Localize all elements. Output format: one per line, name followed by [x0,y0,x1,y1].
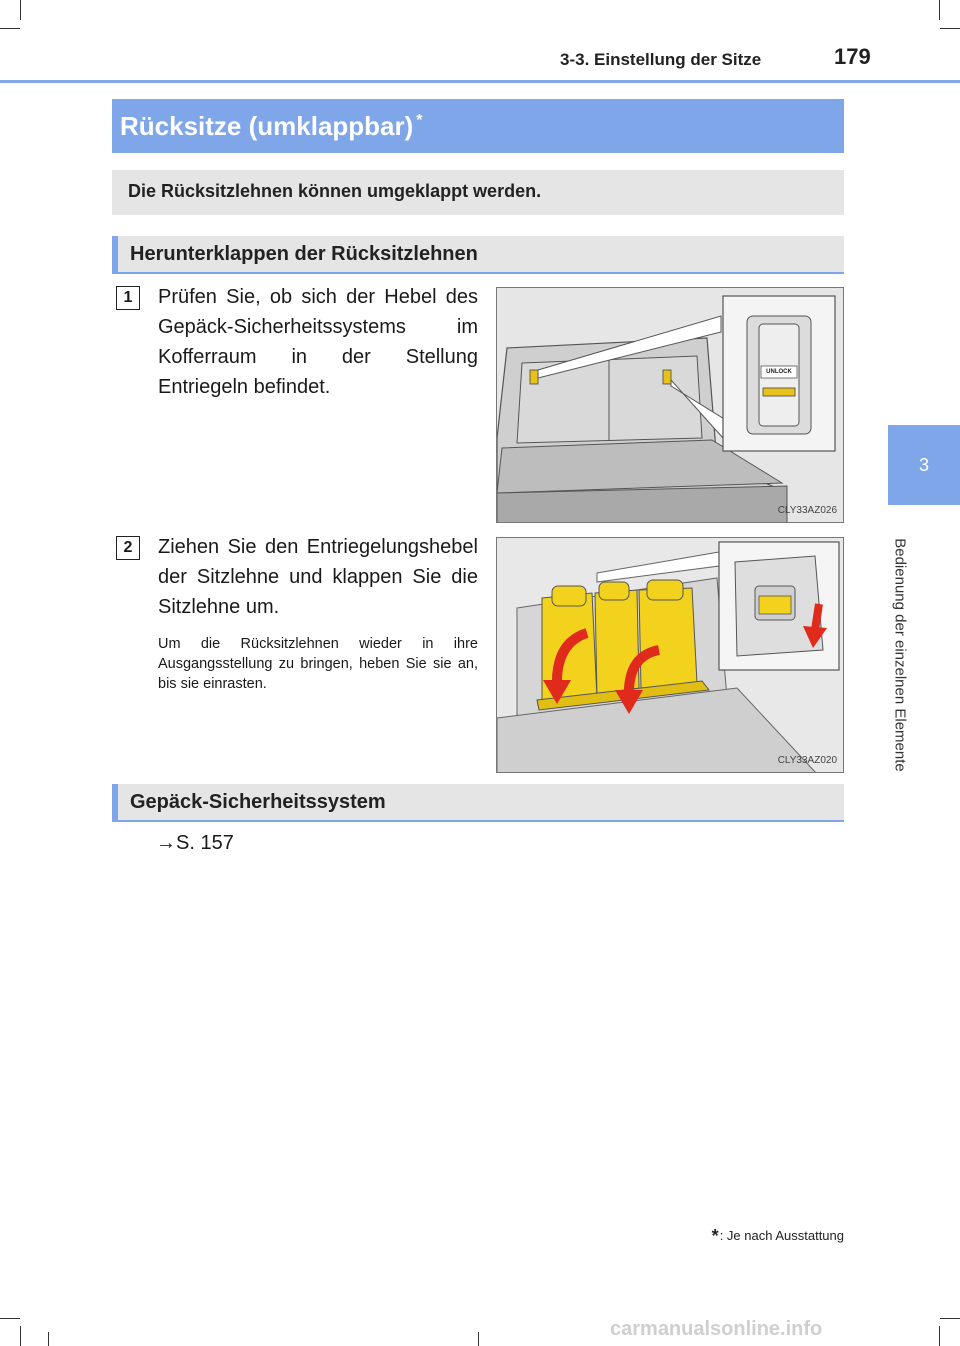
crop-mark [0,28,20,29]
page-title-text: Rücksitze (umklappbar) [120,111,414,141]
optional-equipment-star: * [416,112,423,130]
crop-mark [48,1332,49,1346]
page-reference-link[interactable]: →S. 157 [156,832,234,854]
crop-mark [939,1326,940,1346]
crop-mark [20,1326,21,1346]
chapter-tab: 3 [888,425,960,505]
figure-code-2: CLY33AZ020 [777,755,837,766]
footnote [712,1226,844,1247]
step-text-2: Ziehen Sie den Entriegelungshebel der Sitzlehne und klappen Sie die Sitzlehne um. [158,536,478,618]
step-number-1: 1 [116,286,140,310]
intro-box [112,170,844,215]
step-number-2: 2 [116,536,140,560]
section-heading-1 [112,236,844,274]
trunk-illustration [497,288,844,523]
section-heading-2 [112,784,844,822]
figure-seat-fold [496,537,844,773]
footnote-text: : Je nach Ausstattung [719,1228,844,1243]
section-heading-1-text: Herunterklappen der Rücksitzlehnen [130,243,478,265]
section-heading-2-text: Gepäck-Sicherheitssystem [130,791,386,813]
header-rule [0,80,960,83]
intro-text: Die Rücksitzlehnen können umgeklappt werden. [128,181,542,201]
figure-trunk-lever [496,287,844,523]
step-note-2: Um die Rücksitzlehnen wieder in ihre Ausgangsstellung zu bringen, heben Sie sie an, bis sie einrasten. [158,636,478,692]
seat-illustration [497,538,844,773]
chapter-tab-label [880,520,920,790]
running-header-section: 3-3. Einstellung der Sitze [560,50,762,69]
chapter-tab-text: Bedienung der einzelnen Elemente [891,538,909,772]
crop-mark [0,1318,20,1319]
figure-code-1: CLY33AZ026 [777,505,837,516]
crop-mark [20,0,21,20]
watermark: carmanualsonline.info [610,1318,823,1340]
page-title-bar [112,99,844,153]
unlock-label: UNLOCK [766,369,792,375]
crop-mark [940,28,960,29]
page-title [120,111,423,142]
crop-mark [939,0,940,20]
crop-mark [478,1332,479,1346]
step-text-1: Prüfen Sie, ob sich der Hebel des Gepäck-Sicherheitssystems im Kofferraum in der Stellung Entriegeln befindet. [158,286,478,398]
footnote-star: * [711,1226,719,1246]
page-number: 179 [834,44,871,69]
crop-mark [940,1318,960,1319]
